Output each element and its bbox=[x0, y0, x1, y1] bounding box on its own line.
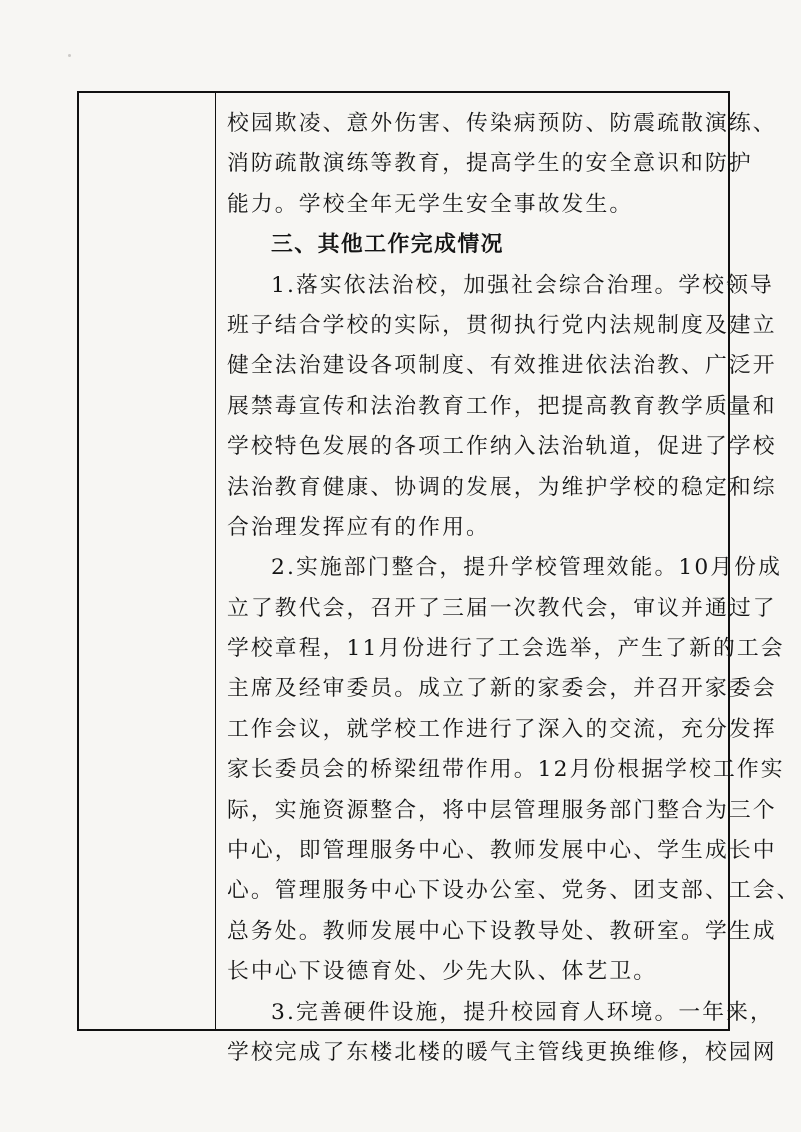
facilities-paragraph bbox=[227, 993, 777, 1074]
text-line: 消防疏散演练等教育，提高学生的安全意识和防护 bbox=[227, 151, 753, 177]
text-line: 中心，即管理服务中心、教师发展中心、学生成长中 bbox=[227, 838, 777, 864]
text-line: 长中心下设德育处、少先大队、体艺卫。 bbox=[227, 959, 658, 985]
rule-of-law-paragraph bbox=[227, 266, 777, 549]
safety-education-paragraph bbox=[227, 104, 777, 225]
text-line: 工作会议，就学校工作进行了深入的交流，充分发挥 bbox=[227, 716, 777, 742]
section-heading: 三、其他工作完成情况 bbox=[271, 232, 504, 258]
text-line: 立了教代会，召开了三届一次教代会，审议并通过了 bbox=[227, 595, 777, 621]
text-line: 家长委员会的桥梁纽带作用。12月份根据学校工作实 bbox=[227, 757, 785, 783]
text-line: 展禁毒宣传和法治教育工作，把提高教育教学质量和 bbox=[227, 393, 777, 419]
text-line: 学校完成了东楼北楼的暖气主管线更换维修，校园网 bbox=[227, 1039, 777, 1065]
content-column-cell bbox=[218, 93, 801, 1065]
department-integration-paragraph bbox=[227, 548, 801, 992]
text-line: 主席及经审委员。成立了新的家委会，并召开家委会 bbox=[227, 676, 777, 702]
text-line: 2.实施部门整合，提升学校管理效能。10月份成 bbox=[271, 555, 782, 581]
text-line: 3.完善硬件设施，提升校园育人环境。一年来， bbox=[271, 999, 774, 1025]
text-line: 总务处。教师发展中心下设教导处、教研室。学生成 bbox=[227, 918, 777, 944]
text-line: 合治理发挥应有的作用。 bbox=[227, 514, 490, 540]
text-line: 班子结合学校的实际，贯彻执行党内法规制度及建立 bbox=[227, 312, 777, 338]
text-line: 1.落实依法治校，加强社会综合治理。学校领导 bbox=[271, 272, 774, 298]
text-line: 法治教育健康、协调的发展，为维护学校的稳定和综 bbox=[227, 474, 777, 500]
text-line: 校园欺凌、意外伤害、传染病预防、防震疏散演练、 bbox=[227, 111, 777, 136]
label-column-cell bbox=[79, 93, 216, 1029]
text-line: 际，实施资源整合，将中层管理服务部门整合为三个 bbox=[227, 797, 777, 823]
text-line: 学校特色发展的各项工作纳入法治轨道，促进了学校 bbox=[227, 434, 777, 460]
text-line: 心。管理服务中心下设办公室、党务、团支部、工会、 bbox=[227, 878, 801, 904]
text-line: 能力。学校全年无学生安全事故发生。 bbox=[227, 191, 634, 217]
scan-speck bbox=[68, 54, 71, 57]
report-table bbox=[77, 91, 801, 1065]
text-line: 健全法治建设各项制度、有效推进依法治教、广泛开 bbox=[227, 353, 777, 379]
text-line: 学校章程，11月份进行了工会选举，产生了新的工会 bbox=[227, 636, 785, 662]
